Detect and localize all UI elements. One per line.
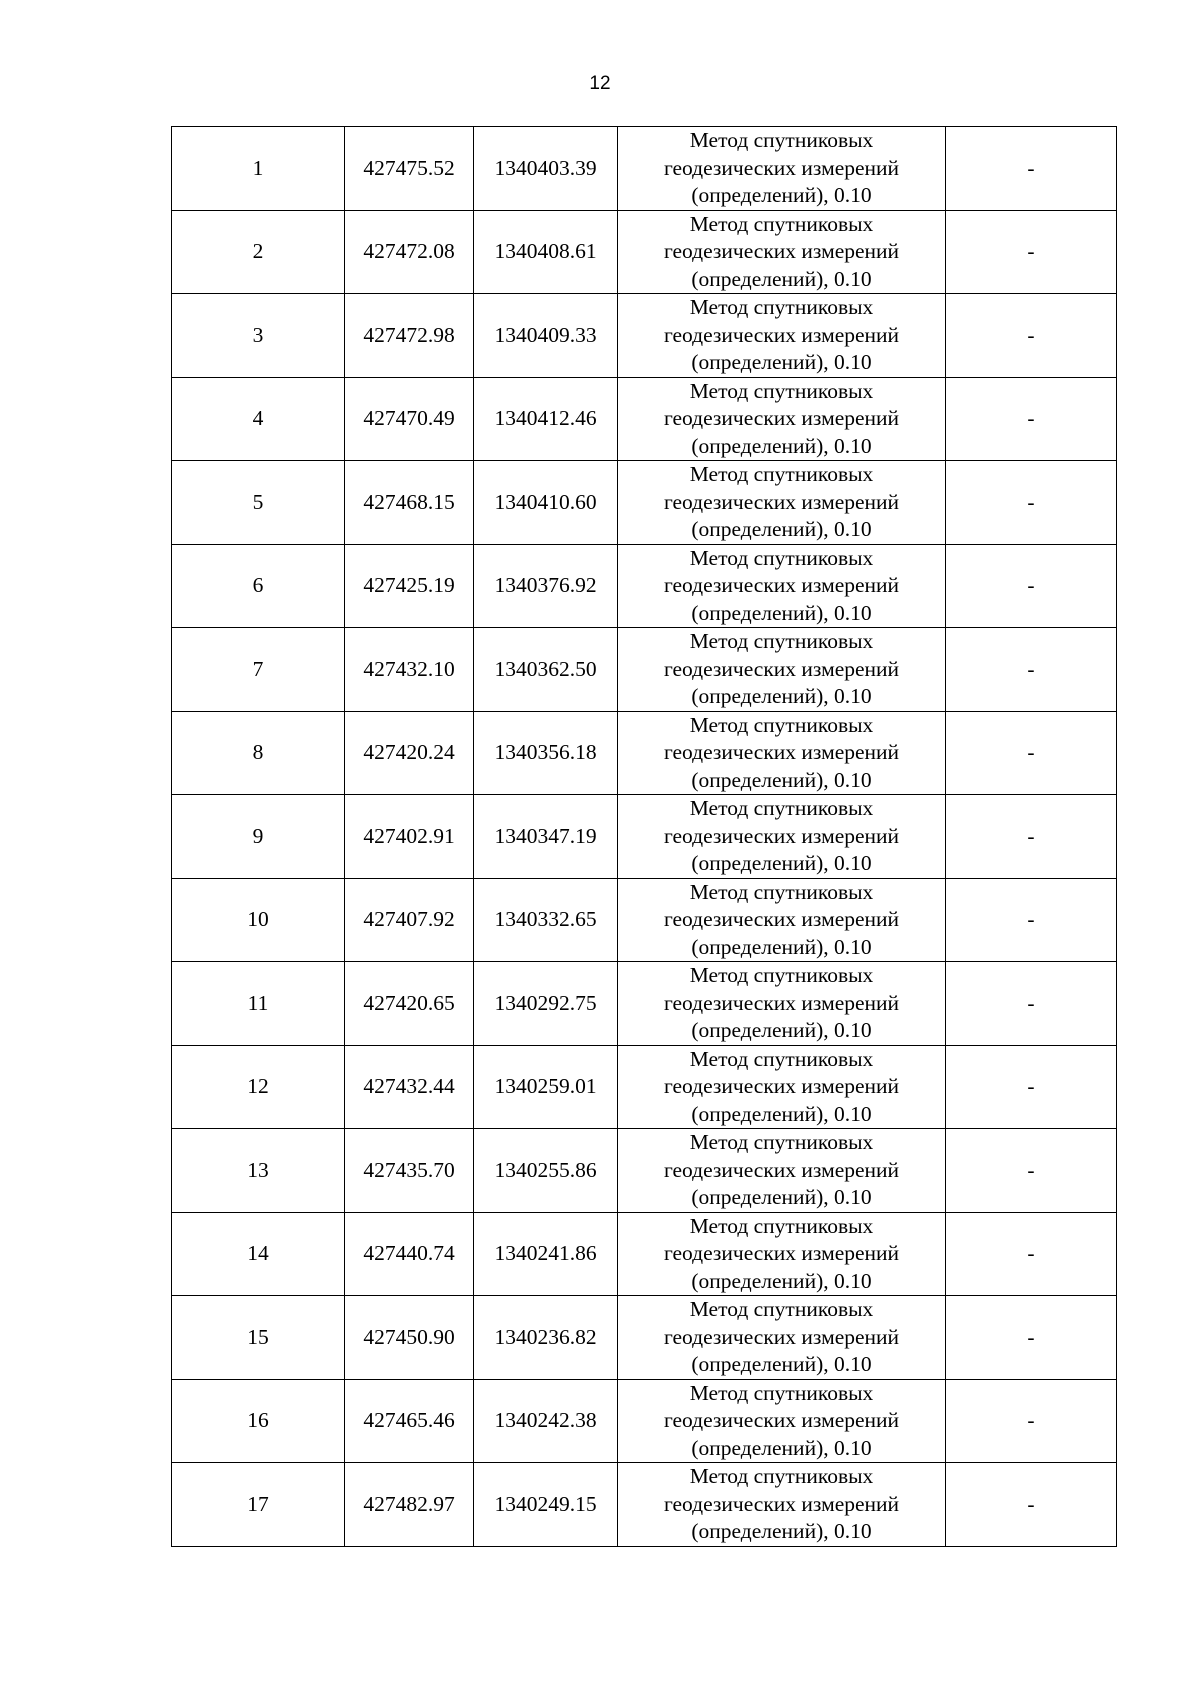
- method-cell: [618, 962, 946, 1046]
- x-coordinate-cell: 427425.19: [345, 544, 474, 628]
- method-text-line: геодезических измерений: [663, 656, 900, 681]
- x-coordinate-cell: 427472.98: [345, 294, 474, 378]
- x-coordinate-cell: 427440.74: [345, 1212, 474, 1296]
- x-coordinate-cell: 427472.08: [345, 210, 474, 294]
- method-text-line: (определений), 0.10: [691, 1435, 872, 1460]
- point-number-cell: 15: [172, 1296, 345, 1380]
- note-cell: -: [946, 711, 1117, 795]
- method-text-line: Метод спутниковых: [689, 1464, 874, 1488]
- x-coordinate-cell: 427468.15: [345, 461, 474, 545]
- method-text-line: геодезических измерений: [663, 990, 900, 1015]
- method-text-line: Метод спутниковых: [689, 712, 874, 737]
- method-text-line: геодезических измерений: [663, 740, 900, 764]
- method-text-line: (определений), 0.10: [691, 1101, 872, 1126]
- table-row: [172, 1463, 1117, 1547]
- method-text-line: геодезических измерений: [663, 1157, 900, 1182]
- method-text-line: (определений), 0.10: [691, 1268, 872, 1293]
- x-coordinate-cell: 427482.97: [345, 1463, 474, 1547]
- point-number-cell: 5: [172, 461, 345, 545]
- x-coordinate-cell: 427420.65: [345, 962, 474, 1046]
- y-coordinate-cell: 1340249.15: [474, 1463, 618, 1547]
- point-number-cell: 7: [172, 628, 345, 712]
- note-cell: -: [946, 1129, 1117, 1213]
- table-row: [172, 377, 1117, 461]
- point-number-cell: 9: [172, 795, 345, 879]
- table-row: [172, 294, 1117, 378]
- method-text-line: Метод спутниковых: [689, 796, 874, 820]
- y-coordinate-cell: 1340332.65: [474, 878, 618, 962]
- point-number-cell: 16: [172, 1379, 345, 1463]
- point-number-cell: 17: [172, 1463, 345, 1547]
- method-cell: [618, 461, 946, 545]
- table-row: [172, 461, 1117, 545]
- y-coordinate-cell: 1340292.75: [474, 962, 618, 1046]
- method-text-line: (определений), 0.10: [691, 266, 872, 291]
- method-text-line: Метод спутниковых: [689, 462, 874, 486]
- method-cell: [618, 294, 946, 378]
- x-coordinate-cell: 427402.91: [345, 795, 474, 879]
- point-number-cell: 8: [172, 711, 345, 795]
- point-number-cell: 3: [172, 294, 345, 378]
- coordinates-table: [171, 126, 1117, 1547]
- y-coordinate-cell: 1340259.01: [474, 1045, 618, 1129]
- note-cell: -: [946, 1212, 1117, 1296]
- y-coordinate-cell: 1340242.38: [474, 1379, 618, 1463]
- y-coordinate-cell: 1340409.33: [474, 294, 618, 378]
- method-text-line: (определений), 0.10: [691, 1018, 872, 1042]
- x-coordinate-cell: 427420.24: [345, 711, 474, 795]
- y-coordinate-cell: 1340236.82: [474, 1296, 618, 1380]
- method-cell: [618, 1212, 946, 1296]
- y-coordinate-cell: 1340403.39: [474, 127, 618, 211]
- method-text-line: (определений), 0.10: [691, 684, 872, 708]
- note-cell: -: [946, 1296, 1117, 1380]
- method-text-line: Метод спутниковых: [689, 378, 874, 403]
- method-text-line: (определений), 0.10: [691, 851, 872, 875]
- table-row: [172, 1129, 1117, 1213]
- note-cell: -: [946, 628, 1117, 712]
- method-text-line: (определений), 0.10: [691, 1185, 872, 1209]
- y-coordinate-cell: 1340356.18: [474, 711, 618, 795]
- method-text-line: (определений), 0.10: [691, 1519, 872, 1543]
- note-cell: -: [946, 1463, 1117, 1547]
- y-coordinate-cell: 1340241.86: [474, 1212, 618, 1296]
- method-cell: [618, 1463, 946, 1547]
- method-text-line: Метод спутниковых: [689, 963, 874, 987]
- method-text-line: геодезических измерений: [663, 406, 900, 430]
- point-number-cell: 10: [172, 878, 345, 962]
- note-cell: -: [946, 210, 1117, 294]
- note-cell: -: [946, 795, 1117, 879]
- table-row: [172, 878, 1117, 962]
- method-cell: [618, 544, 946, 628]
- x-coordinate-cell: 427470.49: [345, 377, 474, 461]
- method-text-line: геодезических измерений: [663, 1074, 900, 1098]
- point-number-cell: 11: [172, 962, 345, 1046]
- method-text-line: геодезических измерений: [663, 239, 900, 263]
- method-cell: [618, 878, 946, 962]
- x-coordinate-cell: 427432.44: [345, 1045, 474, 1129]
- y-coordinate-cell: 1340376.92: [474, 544, 618, 628]
- method-cell: [618, 1296, 946, 1380]
- method-text-line: (определений), 0.10: [691, 600, 872, 625]
- note-cell: -: [946, 544, 1117, 628]
- y-coordinate-cell: 1340412.46: [474, 377, 618, 461]
- y-coordinate-cell: 1340408.61: [474, 210, 618, 294]
- method-text-line: Метод спутниковых: [689, 211, 874, 236]
- method-text-line: (определений), 0.10: [691, 517, 872, 541]
- method-text-line: геодезических измерений: [663, 155, 900, 180]
- method-text-line: геодезических измерений: [663, 1324, 900, 1349]
- y-coordinate-cell: 1340362.50: [474, 628, 618, 712]
- method-text-line: Метод спутниковых: [689, 1130, 874, 1154]
- method-text-line: геодезических измерений: [663, 1491, 900, 1516]
- point-number-cell: 2: [172, 210, 345, 294]
- table-row: [172, 795, 1117, 879]
- method-cell: [618, 1379, 946, 1463]
- note-cell: -: [946, 127, 1117, 211]
- table-row: [172, 1045, 1117, 1129]
- note-cell: -: [946, 377, 1117, 461]
- method-text-line: геодезических измерений: [663, 1408, 900, 1432]
- table-row: [172, 210, 1117, 294]
- x-coordinate-cell: 427475.52: [345, 127, 474, 211]
- y-coordinate-cell: 1340410.60: [474, 461, 618, 545]
- method-cell: [618, 210, 946, 294]
- note-cell: -: [946, 1045, 1117, 1129]
- method-text-line: геодезических измерений: [663, 1241, 900, 1265]
- table-row: [172, 1296, 1117, 1380]
- method-cell: [618, 628, 946, 712]
- method-text-line: Метод спутниковых: [689, 629, 874, 653]
- point-number-cell: 13: [172, 1129, 345, 1213]
- method-text-line: геодезических измерений: [663, 489, 900, 514]
- table-row: [172, 544, 1117, 628]
- method-text-line: геодезических измерений: [663, 322, 900, 347]
- y-coordinate-cell: 1340255.86: [474, 1129, 618, 1213]
- table-row: [172, 1379, 1117, 1463]
- x-coordinate-cell: 427435.70: [345, 1129, 474, 1213]
- note-cell: -: [946, 294, 1117, 378]
- x-coordinate-cell: 427465.46: [345, 1379, 474, 1463]
- point-number-cell: 6: [172, 544, 345, 628]
- method-cell: [618, 1045, 946, 1129]
- coordinates-table-body: [172, 127, 1117, 1547]
- method-text-line: Метод спутниковых: [689, 1213, 874, 1238]
- method-text-line: геодезических измерений: [663, 907, 900, 931]
- method-cell: [618, 127, 946, 211]
- table-row: [172, 1212, 1117, 1296]
- method-text-line: (определений), 0.10: [691, 767, 872, 792]
- method-text-line: Метод спутниковых: [689, 1046, 874, 1071]
- method-cell: [618, 1129, 946, 1213]
- method-text-line: геодезических измерений: [663, 573, 900, 597]
- table-row: [172, 127, 1117, 211]
- point-number-cell: 12: [172, 1045, 345, 1129]
- note-cell: -: [946, 878, 1117, 962]
- method-cell: [618, 377, 946, 461]
- point-number-cell: 4: [172, 377, 345, 461]
- method-cell: [618, 711, 946, 795]
- table-row: [172, 711, 1117, 795]
- method-text-line: Метод спутниковых: [689, 545, 874, 570]
- note-cell: -: [946, 1379, 1117, 1463]
- y-coordinate-cell: 1340347.19: [474, 795, 618, 879]
- method-text-line: (определений), 0.10: [691, 433, 872, 458]
- x-coordinate-cell: 427450.90: [345, 1296, 474, 1380]
- method-text-line: Метод спутниковых: [689, 1380, 874, 1405]
- method-text-line: (определений), 0.10: [691, 934, 872, 959]
- method-text-line: Метод спутниковых: [689, 295, 874, 319]
- table-row: [172, 962, 1117, 1046]
- method-text-line: (определений), 0.10: [691, 1352, 872, 1376]
- method-text-line: (определений), 0.10: [691, 183, 872, 207]
- x-coordinate-cell: 427407.92: [345, 878, 474, 962]
- table-row: [172, 628, 1117, 712]
- method-text-line: Метод спутниковых: [689, 128, 874, 152]
- method-text-line: геодезических измерений: [663, 823, 900, 848]
- method-text-line: Метод спутниковых: [689, 1297, 874, 1321]
- note-cell: -: [946, 962, 1117, 1046]
- method-text-line: Метод спутниковых: [689, 879, 874, 904]
- point-number-cell: 14: [172, 1212, 345, 1296]
- method-cell: [618, 795, 946, 879]
- page-number: 12: [589, 73, 611, 94]
- note-cell: -: [946, 461, 1117, 545]
- x-coordinate-cell: 427432.10: [345, 628, 474, 712]
- point-number-cell: 1: [172, 127, 345, 211]
- method-text-line: (определений), 0.10: [691, 350, 872, 374]
